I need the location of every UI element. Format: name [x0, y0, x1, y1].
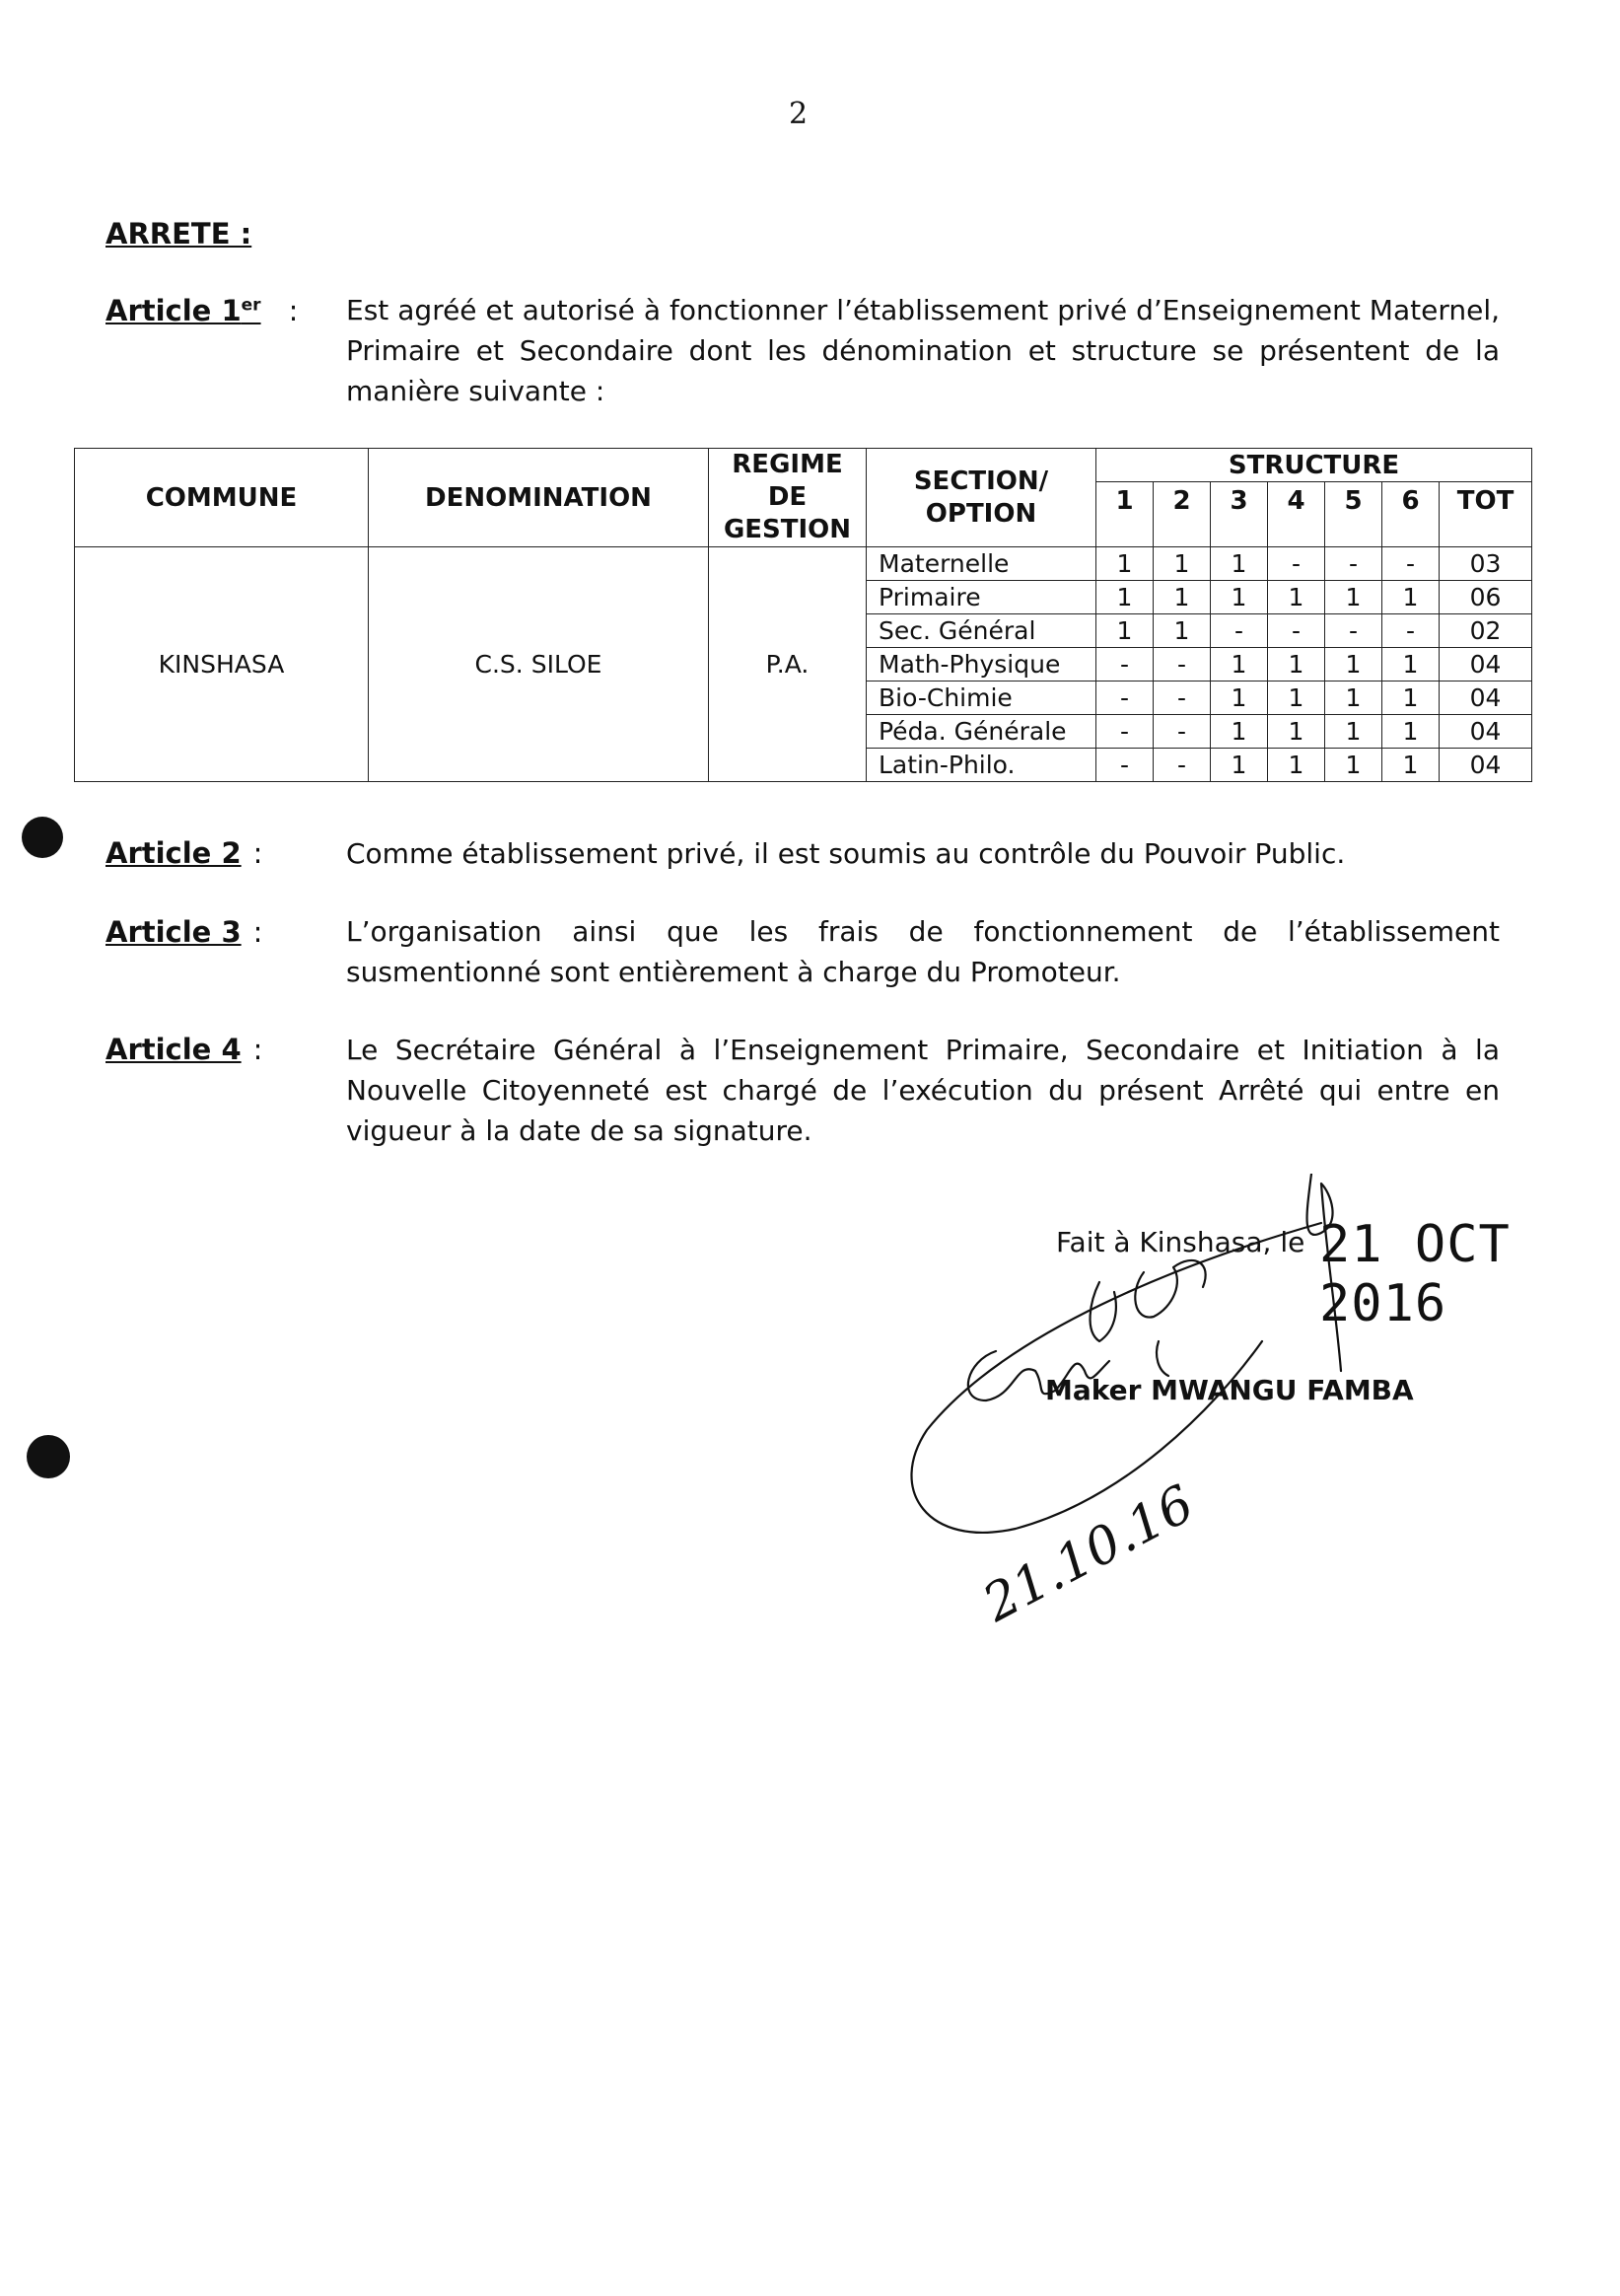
header-col-6: 6	[1382, 482, 1440, 547]
handwritten-signature	[887, 1174, 1440, 1637]
cell-year-5: -	[1325, 547, 1382, 581]
cell-total: 04	[1440, 715, 1532, 749]
header-commune: COMMUNE	[75, 449, 369, 547]
signature-date-stamp: 21 OCT 2016	[1319, 1215, 1511, 1333]
page-number: 2	[789, 97, 809, 131]
cell-total: 02	[1440, 614, 1532, 648]
cell-year-3: -	[1211, 614, 1268, 648]
cell-total: 03	[1440, 547, 1532, 581]
cell-year-3: 1	[1211, 648, 1268, 682]
cell-section: Math-Physique	[867, 648, 1096, 682]
article-4-text: Le Secrétaire Général à l’Enseignement Primaire, Secondaire et Initiation à la Nouvelle Citoyenneté est chargé de l’exécution du présent Arrêté qui entre en vigueur à la date de sa signature.	[346, 1034, 1500, 1147]
cell-year-3: 1	[1211, 581, 1268, 614]
cell-year-5: 1	[1325, 749, 1382, 782]
cell-denomination: C.S. SILOE	[369, 547, 709, 782]
cell-year-6: 1	[1382, 648, 1440, 682]
cell-year-4: -	[1268, 614, 1325, 648]
cell-section: Bio-Chimie	[867, 682, 1096, 715]
cell-year-4: 1	[1268, 648, 1325, 682]
cell-year-6: 1	[1382, 682, 1440, 715]
cell-year-2: 1	[1154, 614, 1211, 648]
cell-year-2: -	[1154, 749, 1211, 782]
cell-total: 04	[1440, 682, 1532, 715]
header-structure: STRUCTURE	[1096, 449, 1532, 482]
cell-section: Sec. Général	[867, 614, 1096, 648]
cell-year-6: 1	[1382, 749, 1440, 782]
cell-year-1: 1	[1096, 547, 1154, 581]
header-regime: REGIME DE GESTION	[709, 449, 867, 547]
cell-year-2: -	[1154, 715, 1211, 749]
header-col-1: 1	[1096, 482, 1154, 547]
header-col-2: 2	[1154, 482, 1211, 547]
cell-year-3: 1	[1211, 682, 1268, 715]
cell-year-5: 1	[1325, 682, 1382, 715]
article-1-label: Article 1er :	[106, 294, 299, 327]
table-row	[75, 547, 1532, 581]
cell-year-5: 1	[1325, 715, 1382, 749]
cell-section: Primaire	[867, 581, 1096, 614]
cell-year-4: 1	[1268, 682, 1325, 715]
cell-commune: KINSHASA	[75, 547, 369, 782]
cell-year-1: 1	[1096, 614, 1154, 648]
cell-year-4: 1	[1268, 749, 1325, 782]
cell-year-4: 1	[1268, 715, 1325, 749]
cell-year-6: 1	[1382, 715, 1440, 749]
article-4-label: Article 4 :	[106, 1033, 263, 1066]
cell-year-3: 1	[1211, 749, 1268, 782]
cell-year-1: -	[1096, 648, 1154, 682]
article-2-label: Article 2 :	[106, 836, 263, 870]
cell-year-2: 1	[1154, 547, 1211, 581]
cell-year-5: 1	[1325, 581, 1382, 614]
cell-year-5: -	[1325, 614, 1382, 648]
decree-heading: ARRETE :	[106, 217, 252, 251]
cell-year-1: -	[1096, 715, 1154, 749]
article-1-text: Est agréé et autorisé à fonctionner l’établissement privé d’Enseignement Maternel, Primaire et Secondaire dont les dénomination et structure se présentent de la manière suivante :	[346, 294, 1500, 407]
cell-total: 04	[1440, 749, 1532, 782]
cell-total: 06	[1440, 581, 1532, 614]
signatory-name: Maker MWANGU FAMBA	[1045, 1374, 1414, 1406]
header-col-4: 4	[1268, 482, 1325, 547]
header-col-5: 5	[1325, 482, 1382, 547]
cell-year-1: 1	[1096, 581, 1154, 614]
cell-regime: P.A.	[709, 547, 867, 782]
cell-year-1: -	[1096, 682, 1154, 715]
cell-year-2: -	[1154, 682, 1211, 715]
handwritten-date: 21.10.16	[973, 1473, 1204, 1634]
cell-year-2: -	[1154, 648, 1211, 682]
punch-hole-mark	[22, 817, 63, 858]
header-col-tot: TOT	[1440, 482, 1532, 547]
header-denomination: DENOMINATION	[369, 449, 709, 547]
cell-year-3: 1	[1211, 715, 1268, 749]
structure-table	[74, 448, 1532, 782]
cell-total: 04	[1440, 648, 1532, 682]
cell-year-5: 1	[1325, 648, 1382, 682]
cell-year-4: 1	[1268, 581, 1325, 614]
cell-year-6: 1	[1382, 581, 1440, 614]
cell-section: Péda. Générale	[867, 715, 1096, 749]
cell-year-6: -	[1382, 547, 1440, 581]
header-section: SECTION/ OPTION	[867, 449, 1096, 547]
cell-year-2: 1	[1154, 581, 1211, 614]
cell-year-1: -	[1096, 749, 1154, 782]
article-2-text: Comme établissement privé, il est soumis au contrôle du Pouvoir Public.	[346, 837, 1346, 870]
article-3-text: L’organisation ainsi que les frais de fonctionnement de l’établissement susmentionné sont entièrement à charge du Promoteur.	[346, 915, 1500, 988]
cell-year-4: -	[1268, 547, 1325, 581]
header-col-3: 3	[1211, 482, 1268, 547]
cell-year-3: 1	[1211, 547, 1268, 581]
cell-section: Maternelle	[867, 547, 1096, 581]
signature-place: Fait à Kinshasa, le	[1056, 1226, 1305, 1258]
cell-section: Latin-Philo.	[867, 749, 1096, 782]
cell-year-6: -	[1382, 614, 1440, 648]
article-3-label: Article 3 :	[106, 915, 263, 949]
punch-hole-mark-lower	[27, 1435, 70, 1478]
